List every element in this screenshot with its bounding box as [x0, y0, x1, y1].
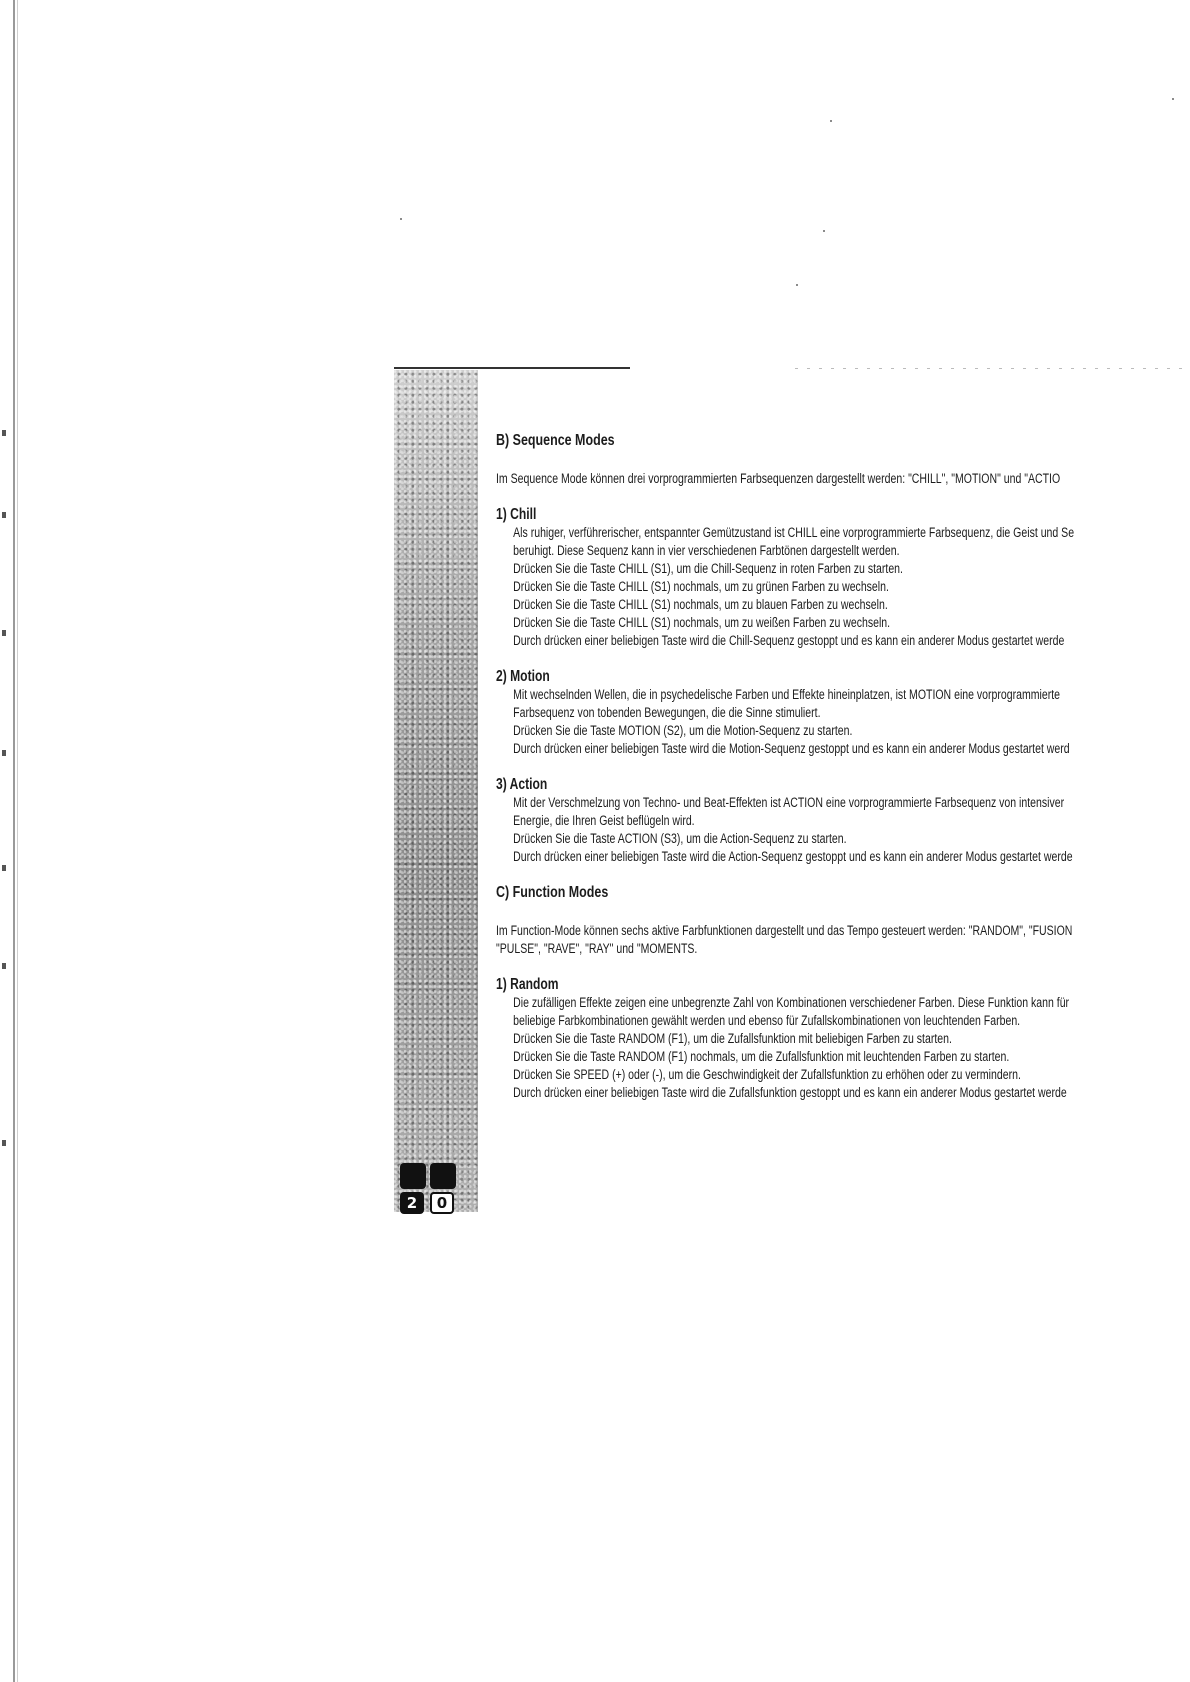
header-rule — [394, 367, 630, 369]
body-line: Drücken Sie SPEED (+) oder (-), um die Geschwindigkeit der Zufallsfunktion zu erhöhen oder zu vermindern. — [513, 1067, 1021, 1082]
scan-edge-mark — [2, 865, 6, 871]
document-content — [496, 432, 1190, 1120]
body-line: Durch drücken einer beliebigen Taste wird die Action-Sequenz gestoppt und es kann ein anderer Modus gestartet werde — [513, 849, 1073, 864]
scan-edge-mark — [2, 750, 6, 756]
page-marker-block — [400, 1163, 426, 1189]
page-number-digit: 0 — [430, 1192, 454, 1214]
section-intro: Im Sequence Mode können drei vorprogrammierten Farbsequenzen dargestellt werden: "CHILL", "MOTION" und "ACTIO — [496, 471, 1061, 486]
scan-speck — [400, 218, 402, 220]
item-body — [513, 686, 1190, 758]
body-line: Durch drücken einer beliebigen Taste wird die Zufallsfunktion gestoppt und es kann ein anderer Modus gestartet werde — [513, 1085, 1067, 1100]
scan-speck — [1172, 98, 1174, 100]
page-number-digit: 2 — [400, 1192, 424, 1214]
body-line: Drücken Sie die Taste CHILL (S1) nochmals, um zu weißen Farben zu wechseln. — [513, 615, 891, 630]
body-line: Drücken Sie die Taste ACTION (S3), um die Action-Sequenz zu starten. — [513, 831, 847, 846]
body-line: Mit der Verschmelzung von Techno- und Beat-Effekten ist ACTION eine vorprogrammierte Farbsequenz von intensiver — [513, 795, 1065, 810]
body-line: Drücken Sie die Taste RANDOM (F1) nochmals, um die Zufallsfunktion mit leuchtenden Farben zu starten. — [513, 1049, 1010, 1064]
item-heading: 3) Action — [496, 776, 548, 793]
body-line: beliebige Farbkombinationen gewählt werden und ebenso für Zufallskombinationen von leuchtenden Farben. — [513, 1013, 1021, 1028]
intro-line: "PULSE", "RAVE", "RAY" und "MOMENTS. — [496, 941, 698, 956]
body-line: Mit wechselnden Wellen, die in psychedelische Farben und Effekte hineinplatzen, ist MOTION eine vorprogrammierte — [513, 687, 1061, 702]
body-line: Drücken Sie die Taste CHILL (S1) nochmals, um zu blauen Farben zu wechseln. — [513, 597, 888, 612]
item-heading: 1) Random — [496, 976, 559, 993]
body-line: Durch drücken einer beliebigen Taste wird die Motion-Sequenz gestoppt und es kann ein anderer Modus gestartet werd — [513, 741, 1070, 756]
body-line: beruhigt. Diese Sequenz kann in vier verschiedenen Farbtönen dargestellt werden. — [513, 543, 900, 558]
body-line: Drücken Sie die Taste MOTION (S2), um die Motion-Sequenz zu starten. — [513, 723, 853, 738]
list-item — [496, 668, 1190, 758]
item-heading: 1) Chill — [496, 506, 537, 523]
item-body — [513, 994, 1190, 1102]
section-intro — [496, 922, 1190, 958]
scan-left-edge — [0, 0, 48, 1682]
scan-edge-mark — [2, 430, 6, 436]
list-item — [496, 506, 1190, 650]
intro-line: Im Function-Mode können sechs aktive Farbfunktionen dargestellt und das Tempo gesteuert werden: "RANDOM", "FUSION — [496, 923, 1073, 938]
scan-speck — [830, 120, 832, 122]
header-rule-faint — [795, 368, 1190, 369]
body-line: Die zufälligen Effekte zeigen eine unbegrenzte Zahl von Kombinationen verschiedener Farben. Diese Funktion kann für — [513, 995, 1070, 1010]
body-line: Drücken Sie die Taste CHILL (S1), um die Chill-Sequenz in roten Farben zu starten. — [513, 561, 903, 576]
body-line: Durch drücken einer beliebigen Taste wird die Chill-Sequenz gestoppt und es kann ein anderer Modus gestartet werde — [513, 633, 1065, 648]
item-body — [513, 524, 1190, 650]
scan-edge-mark — [2, 512, 6, 518]
scan-edge-line — [17, 0, 18, 1682]
body-line: Drücken Sie die Taste RANDOM (F1), um die Zufallsfunktion mit beliebigen Farben zu starten. — [513, 1031, 952, 1046]
scan-edge-line — [13, 0, 15, 1682]
item-heading: 2) Motion — [496, 668, 550, 685]
section-heading: B) Sequence Modes — [496, 432, 615, 449]
section-heading: C) Function Modes — [496, 884, 609, 901]
page-marker-block — [430, 1163, 456, 1189]
body-line: Farbsequenz von tobenden Bewegungen, die die Sinne stimuliert. — [513, 705, 821, 720]
scan-edge-mark — [2, 630, 6, 636]
scan-edge-mark — [2, 963, 6, 969]
body-line: Energie, die Ihren Geist beflügeln wird. — [513, 813, 695, 828]
list-item — [496, 976, 1190, 1102]
decorative-side-strip — [394, 370, 478, 1212]
scan-edge-mark — [2, 1140, 6, 1146]
item-body — [513, 794, 1190, 866]
body-line: Als ruhiger, verführerischer, entspannter Gemützustand ist CHILL eine vorprogrammierte Farbsequenz, die Geist und Se — [513, 525, 1075, 540]
list-item — [496, 776, 1190, 866]
body-line: Drücken Sie die Taste CHILL (S1) nochmals, um zu grünen Farben zu wechseln. — [513, 579, 889, 594]
scan-speck — [823, 230, 825, 232]
scan-speck — [796, 284, 798, 286]
